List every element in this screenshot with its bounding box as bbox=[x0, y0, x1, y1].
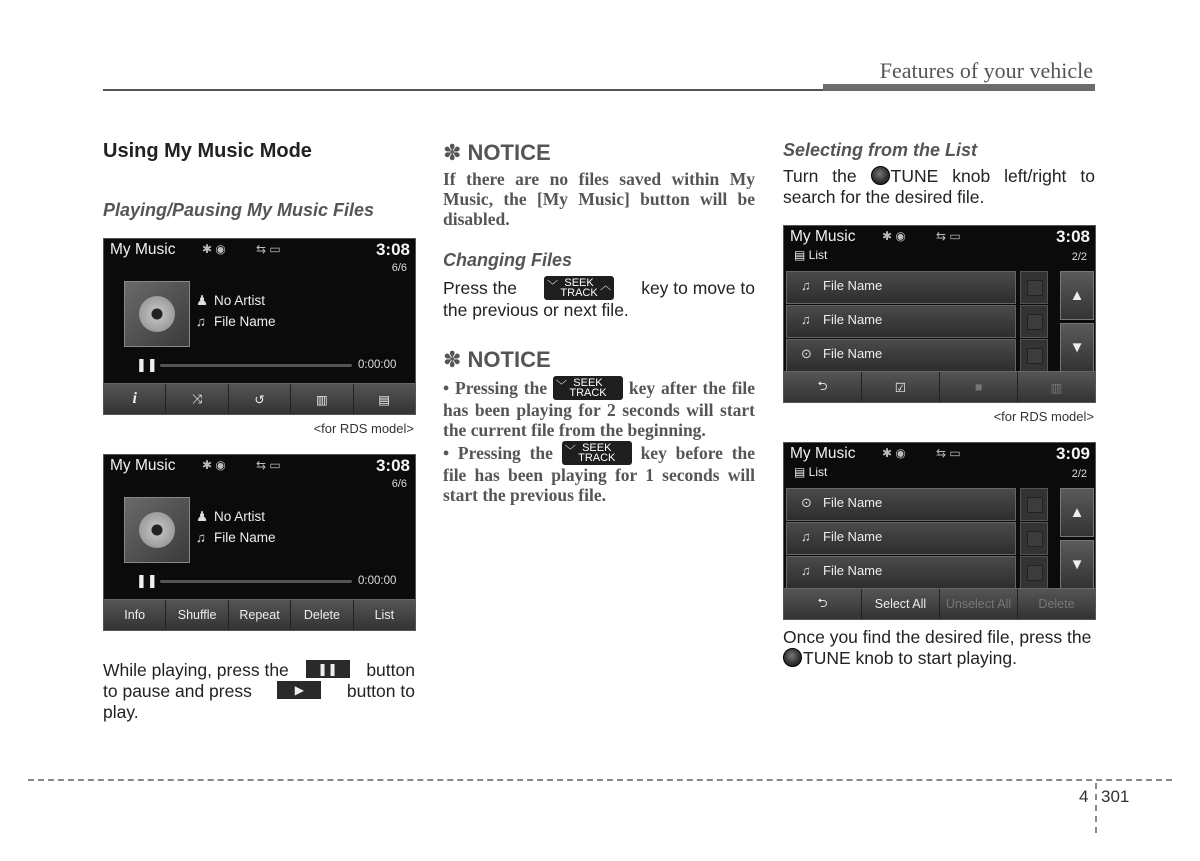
file-line bbox=[196, 530, 276, 545]
clock: 3:08 bbox=[1055, 227, 1090, 246]
artist-name: No Artist bbox=[214, 293, 266, 308]
music-note-icon: ♫ bbox=[801, 278, 811, 293]
footer-rule bbox=[28, 779, 1172, 781]
artist-line bbox=[196, 509, 265, 525]
list-icon[interactable]: ▤ bbox=[354, 384, 415, 414]
seek-track-key-icon: ﹀ SEEK TRACK ︿ bbox=[544, 276, 614, 300]
list-item[interactable]: ♫ File Name bbox=[786, 271, 1016, 304]
clock: 3:08 bbox=[375, 240, 410, 259]
bluetooth-icon: ✱ ◉ bbox=[202, 242, 226, 256]
header-bar bbox=[823, 84, 1095, 91]
music-note-icon: ♫ bbox=[801, 563, 811, 578]
usb-icon: ⇆ ▭ bbox=[256, 242, 281, 256]
notice-text-1: If there are no files saved within My Music, the [My Music] button will be disabled. bbox=[443, 169, 755, 229]
usb-icon: ⇆ ▭ bbox=[936, 229, 961, 243]
button-bar bbox=[104, 383, 415, 414]
music-note-icon: ♫ bbox=[196, 530, 207, 545]
info-button[interactable]: Info bbox=[104, 600, 166, 630]
pause-play-paragraph: While playing, press the ❚❚ button to pause and press ▶ button to play. bbox=[103, 660, 415, 722]
notice-title-1: ✽ NOTICE bbox=[443, 140, 551, 165]
screen-title: My Music bbox=[790, 228, 856, 245]
elapsed-time: 0:00:00 bbox=[358, 575, 397, 587]
screen-title: My Music bbox=[110, 241, 176, 258]
delete-icon[interactable]: ▥ bbox=[1018, 372, 1095, 402]
artist-line bbox=[196, 293, 265, 309]
button-bar bbox=[784, 588, 1095, 619]
section-heading: Using My Music Mode bbox=[103, 140, 312, 162]
repeat-icon[interactable]: ↺ bbox=[229, 384, 291, 414]
shuffle-icon[interactable]: ⤨ bbox=[166, 384, 228, 414]
bluetooth-icon: ✱ ◉ bbox=[202, 458, 226, 472]
list-item[interactable]: ⊙ File Name bbox=[786, 339, 1016, 372]
list-header: ▤ List bbox=[794, 465, 828, 479]
checkbox[interactable] bbox=[1020, 305, 1048, 338]
screen-title: My Music bbox=[790, 445, 856, 462]
album-art-icon bbox=[124, 497, 190, 563]
caption-rds-1: <for RDS model> bbox=[313, 421, 414, 436]
progress-bar[interactable] bbox=[160, 580, 352, 583]
button-bar bbox=[104, 599, 415, 630]
back-icon[interactable]: ⮌ bbox=[784, 589, 862, 619]
elapsed-time: 0:00:00 bbox=[358, 359, 397, 371]
seek-track-key-icon: ﹀ SEEK TRACK bbox=[562, 441, 632, 465]
chapter-number: 4 bbox=[1079, 787, 1089, 806]
checkbox[interactable] bbox=[1020, 522, 1048, 555]
usb-icon: ⇆ ▭ bbox=[936, 446, 961, 460]
progress-bar[interactable] bbox=[160, 364, 352, 367]
list-screen-text bbox=[783, 442, 1096, 620]
delete-icon[interactable]: ▥ bbox=[291, 384, 353, 414]
pause-button-icon: ❚❚ bbox=[306, 660, 350, 678]
file-line bbox=[196, 314, 276, 329]
play-circle-icon: ⊙ bbox=[801, 346, 812, 361]
button-bar bbox=[784, 371, 1095, 402]
usb-icon: ⇆ ▭ bbox=[256, 458, 281, 472]
page-number: 301 bbox=[1101, 787, 1130, 806]
tune-knob-icon bbox=[783, 648, 802, 667]
repeat-button[interactable]: Repeat bbox=[229, 600, 291, 630]
person-icon: ♟ bbox=[196, 509, 209, 524]
running-header: Features of your vehicle bbox=[879, 58, 1093, 83]
list-icon: ▤ bbox=[794, 248, 809, 262]
my-music-screen-text bbox=[103, 454, 416, 631]
clock: 3:09 bbox=[1055, 444, 1090, 463]
person-icon: ♟ bbox=[196, 293, 209, 308]
select-all-icon[interactable]: ☑ bbox=[862, 372, 940, 402]
unselect-all-button[interactable]: Unselect All bbox=[940, 589, 1018, 619]
delete-button[interactable]: Delete bbox=[291, 600, 353, 630]
list-header: ▤ List bbox=[794, 248, 828, 262]
info-icon[interactable]: i bbox=[104, 384, 166, 414]
notice-title-2: ✽ NOTICE bbox=[443, 347, 551, 372]
bullet-2: • Pressing the ﹀ SEEK TRACK key before the file has been playing for 1 seconds will start the previous file. bbox=[443, 442, 756, 505]
clock: 3:08 bbox=[375, 456, 410, 475]
list-item[interactable]: ♫ File Name bbox=[786, 556, 1016, 589]
selecting-paragraph: Turn the TUNE knob left/right to search for the desired file. bbox=[783, 166, 1095, 207]
footer-divider bbox=[1095, 783, 1097, 833]
subheading-changing: Changing Files bbox=[443, 250, 573, 270]
checkbox[interactable] bbox=[1020, 271, 1048, 304]
pause-icon[interactable]: ❚❚ bbox=[136, 573, 158, 588]
changing-paragraph: Press the ﹀ SEEK TRACK ︿ key to move to the previous or next file. bbox=[443, 277, 755, 320]
unselect-all-icon[interactable]: ■ bbox=[940, 372, 1018, 402]
tune-knob-icon bbox=[871, 166, 890, 185]
seek-track-key-icon: ﹀ SEEK TRACK bbox=[553, 376, 623, 400]
scroll-up-icon[interactable]: ▲ bbox=[1060, 488, 1094, 537]
music-note-icon: ♫ bbox=[196, 314, 207, 329]
list-item[interactable]: ♫ File Name bbox=[786, 522, 1016, 555]
page-count: 2/2 bbox=[1071, 251, 1087, 263]
album-art-icon bbox=[124, 281, 190, 347]
select-all-button[interactable]: Select All bbox=[862, 589, 940, 619]
scroll-up-icon[interactable]: ▲ bbox=[1060, 271, 1094, 320]
back-icon[interactable]: ⮌ bbox=[784, 372, 862, 402]
subheading-playing: Playing/Pausing My Music Files bbox=[103, 200, 375, 220]
list-screen-icons bbox=[783, 225, 1096, 403]
file-name: File Name bbox=[214, 314, 276, 329]
scroll-down-icon[interactable]: ▼ bbox=[1060, 323, 1094, 372]
subheading-selecting: Selecting from the List bbox=[783, 140, 978, 160]
play-button-icon: ▶ bbox=[277, 681, 321, 699]
music-note-icon: ♫ bbox=[801, 529, 811, 544]
pause-icon[interactable]: ❚❚ bbox=[136, 357, 158, 372]
list-item[interactable]: ♫ File Name bbox=[786, 305, 1016, 338]
bullet-1: • Pressing the ﹀ SEEK TRACK key after the file has been playing for 2 seconds will start the current file from the beginning. bbox=[443, 377, 756, 440]
music-note-icon: ♫ bbox=[801, 312, 811, 327]
file-count: 6/6 bbox=[391, 262, 407, 274]
file-count: 6/6 bbox=[391, 478, 407, 490]
screen-title: My Music bbox=[110, 457, 176, 474]
my-music-screen-icons bbox=[103, 238, 416, 415]
play-circle-icon: ⊙ bbox=[801, 495, 812, 510]
list-icon: ▤ bbox=[794, 465, 809, 479]
file-name: File Name bbox=[214, 530, 276, 545]
notice-bullets bbox=[443, 376, 755, 505]
caption-rds-2: <for RDS model> bbox=[993, 409, 1094, 424]
page-count: 2/2 bbox=[1071, 468, 1087, 480]
bluetooth-icon: ✱ ◉ bbox=[882, 229, 906, 243]
artist-name: No Artist bbox=[214, 509, 266, 524]
delete-button[interactable]: Delete bbox=[1018, 589, 1095, 619]
checkbox[interactable] bbox=[1020, 339, 1048, 372]
list-item[interactable]: ⊙ File Name bbox=[786, 488, 1016, 521]
playing-paragraph: Once you find the desired file, press the TUNE knob to start playing. bbox=[783, 627, 1092, 668]
list-button[interactable]: List bbox=[354, 600, 415, 630]
checkbox[interactable] bbox=[1020, 488, 1048, 521]
scroll-down-icon[interactable]: ▼ bbox=[1060, 540, 1094, 589]
checkbox[interactable] bbox=[1020, 556, 1048, 589]
bluetooth-icon: ✱ ◉ bbox=[882, 446, 906, 460]
shuffle-button[interactable]: Shuffle bbox=[166, 600, 228, 630]
